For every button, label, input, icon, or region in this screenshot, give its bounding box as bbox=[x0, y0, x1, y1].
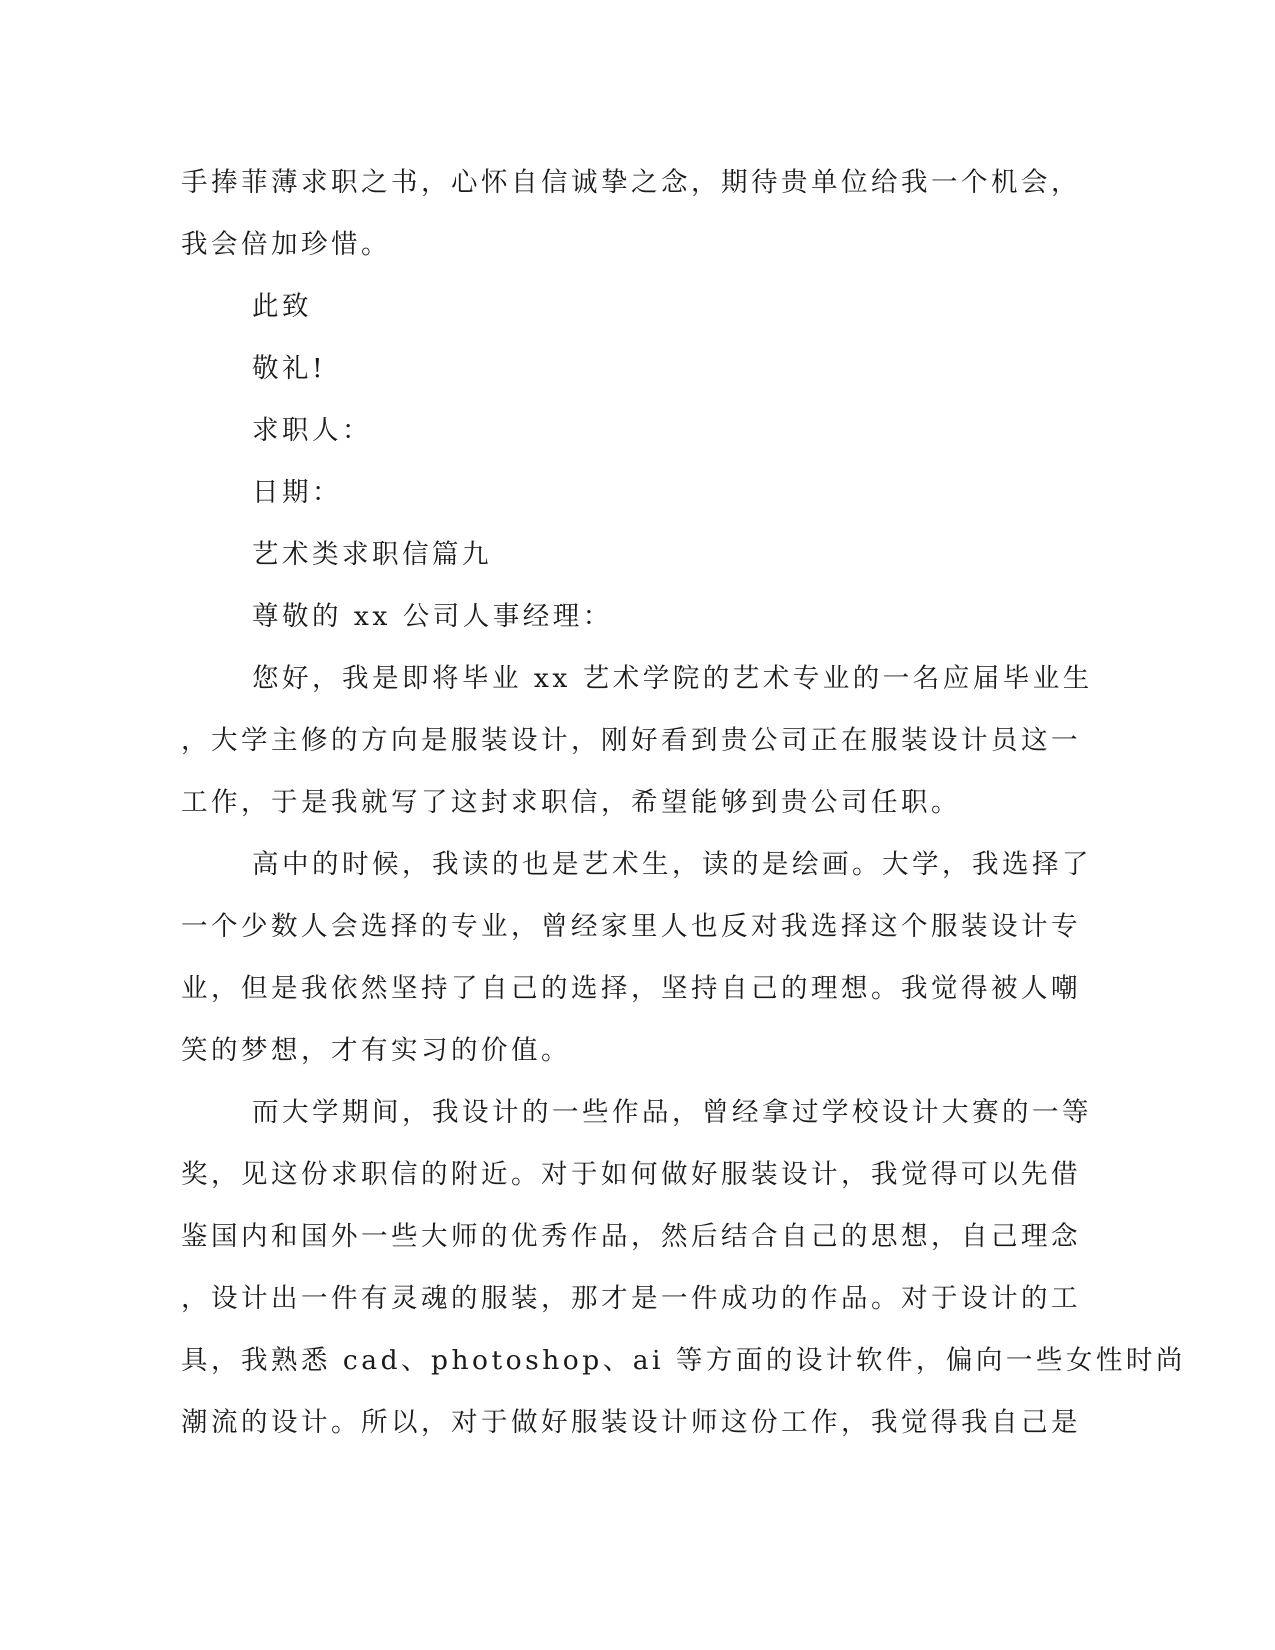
applicant-label: 求职人： bbox=[252, 415, 372, 446]
text-line: 手捧菲薄求职之书，心怀自信诚挚之念，期待贵单位给我一个机会， bbox=[181, 167, 1081, 198]
letter-greeting: 尊敬的 xx 公司人事经理： bbox=[252, 601, 613, 632]
closing-salutation: 此致 bbox=[252, 291, 312, 322]
text-line: ，设计出一件有灵魂的服装，那才是一件成功的作品。对于设计的工 bbox=[181, 1283, 1081, 1314]
text-line: 具，我熟悉 cad、photoshop、ai 等方面的设计软件，偏向一些女性时尚 bbox=[181, 1345, 1186, 1376]
text-line: 一个少数人会选择的专业，曾经家里人也反对我选择这个服装设计专 bbox=[181, 911, 1081, 942]
text-line: ，大学主修的方向是服装设计，刚好看到贵公司正在服装设计员这一 bbox=[181, 725, 1081, 756]
text-line: 奖，见这份求职信的附近。对于如何做好服装设计，我觉得可以先借 bbox=[181, 1159, 1081, 1190]
text-line: 工作，于是我就写了这封求职信，希望能够到贵公司任职。 bbox=[181, 787, 961, 818]
letter-body bbox=[181, 152, 1186, 1454]
text-line: 笑的梦想，才有实习的价值。 bbox=[181, 1035, 571, 1066]
text-line: 高中的时候，我读的也是艺术生，读的是绘画。大学，我选择了 bbox=[252, 849, 1092, 880]
text-line: 我会倍加珍惜。 bbox=[181, 229, 391, 260]
date-label: 日期： bbox=[252, 477, 342, 508]
closing-regards: 敬礼! bbox=[252, 353, 327, 384]
text-line: 业，但是我依然坚持了自己的选择，坚持自己的理想。我觉得被人嘲 bbox=[181, 973, 1081, 1004]
text-line: 而大学期间，我设计的一些作品，曾经拿过学校设计大赛的一等 bbox=[252, 1097, 1092, 1128]
section-heading: 艺术类求职信篇九 bbox=[252, 539, 492, 570]
text-line: 潮流的设计。所以，对于做好服装设计师这份工作，我觉得我自己是 bbox=[181, 1407, 1081, 1438]
text-line: 鉴国内和国外一些大师的优秀作品，然后结合自己的思想，自己理念 bbox=[181, 1221, 1081, 1252]
text-line: 您好，我是即将毕业 xx 艺术学院的艺术专业的一名应届毕业生 bbox=[252, 663, 1093, 694]
